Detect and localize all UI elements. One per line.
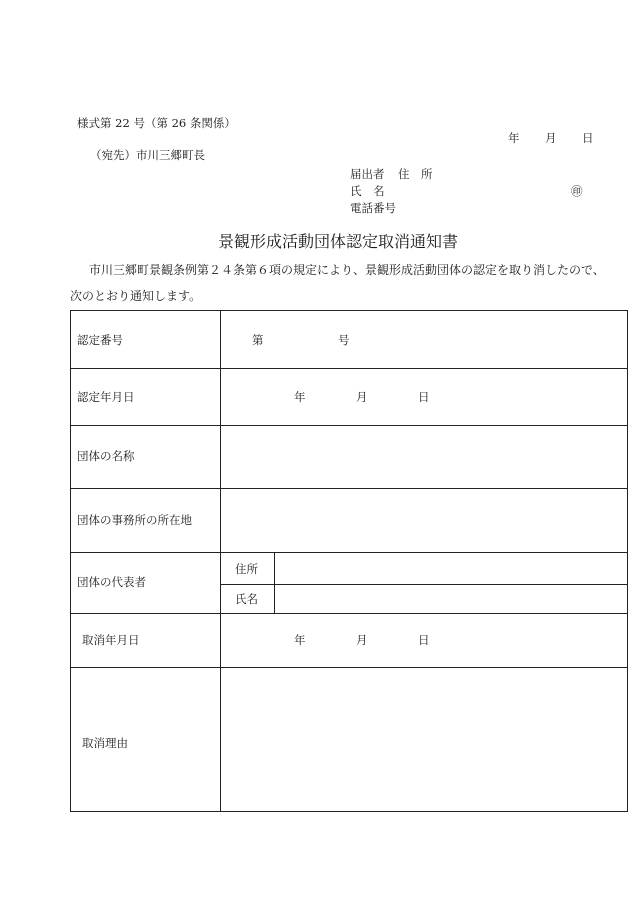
office-location-label: 団体の事務所の所在地: [77, 513, 192, 527]
representative-label: 団体の代表者: [77, 575, 146, 589]
notifier-role-label: 届出者: [350, 167, 385, 181]
subrow-divider: [220, 584, 628, 585]
row-divider: [70, 425, 628, 426]
cancel-date-label: 取消年月日: [82, 633, 140, 647]
cert-date-year: 年: [294, 390, 306, 404]
seal-mark: ㊞: [571, 184, 583, 198]
table-border-right: [627, 310, 628, 812]
cancel-date-year: 年: [294, 633, 306, 647]
addressee: （宛先）市川三郷町長: [90, 148, 205, 162]
date-day: 日: [582, 131, 594, 145]
row-divider: [70, 613, 628, 614]
representative-address-label: 住所: [235, 562, 258, 576]
notifier-address-label: 住 所: [398, 167, 433, 181]
row-divider: [70, 552, 628, 553]
cert-date-month: 月: [356, 390, 368, 404]
cert-date-day: 日: [418, 390, 430, 404]
date-month: 月: [545, 131, 557, 145]
cert-number-dai: 第: [252, 333, 264, 347]
cancel-reason-label: 取消理由: [82, 736, 128, 750]
table-border-bottom: [70, 811, 628, 812]
subcolumn-divider: [274, 552, 275, 613]
cert-number-go: 号: [338, 333, 350, 347]
notice-table: [70, 310, 628, 812]
representative-name-label: 氏名: [235, 592, 258, 606]
row-divider: [70, 488, 628, 489]
cert-number-label: 認定番号: [77, 333, 123, 347]
cancel-date-month: 月: [356, 633, 368, 647]
row-divider: [70, 368, 628, 369]
date-year: 年: [508, 131, 520, 145]
column-divider: [220, 310, 221, 812]
table-border-left: [70, 310, 71, 812]
cert-date-label: 認定年月日: [77, 390, 135, 404]
cancel-date-day: 日: [418, 633, 430, 647]
document-title: 景観形成活動団体認定取消通知書: [218, 232, 459, 251]
notifier-phone-label: 電話番号: [350, 201, 396, 215]
form-number: 様式第 22 号（第 26 条関係）: [77, 116, 236, 130]
body-line-1: 市川三郷町景観条例第２４条第６項の規定により、景観形成活動団体の認定を取り消したので、: [89, 263, 605, 277]
body-line-2: 次のとおり通知します。: [70, 289, 202, 303]
row-divider: [70, 667, 628, 668]
group-name-label: 団体の名称: [77, 449, 135, 463]
table-border-top: [70, 310, 628, 311]
notifier-name-label: 氏 名: [350, 184, 385, 198]
